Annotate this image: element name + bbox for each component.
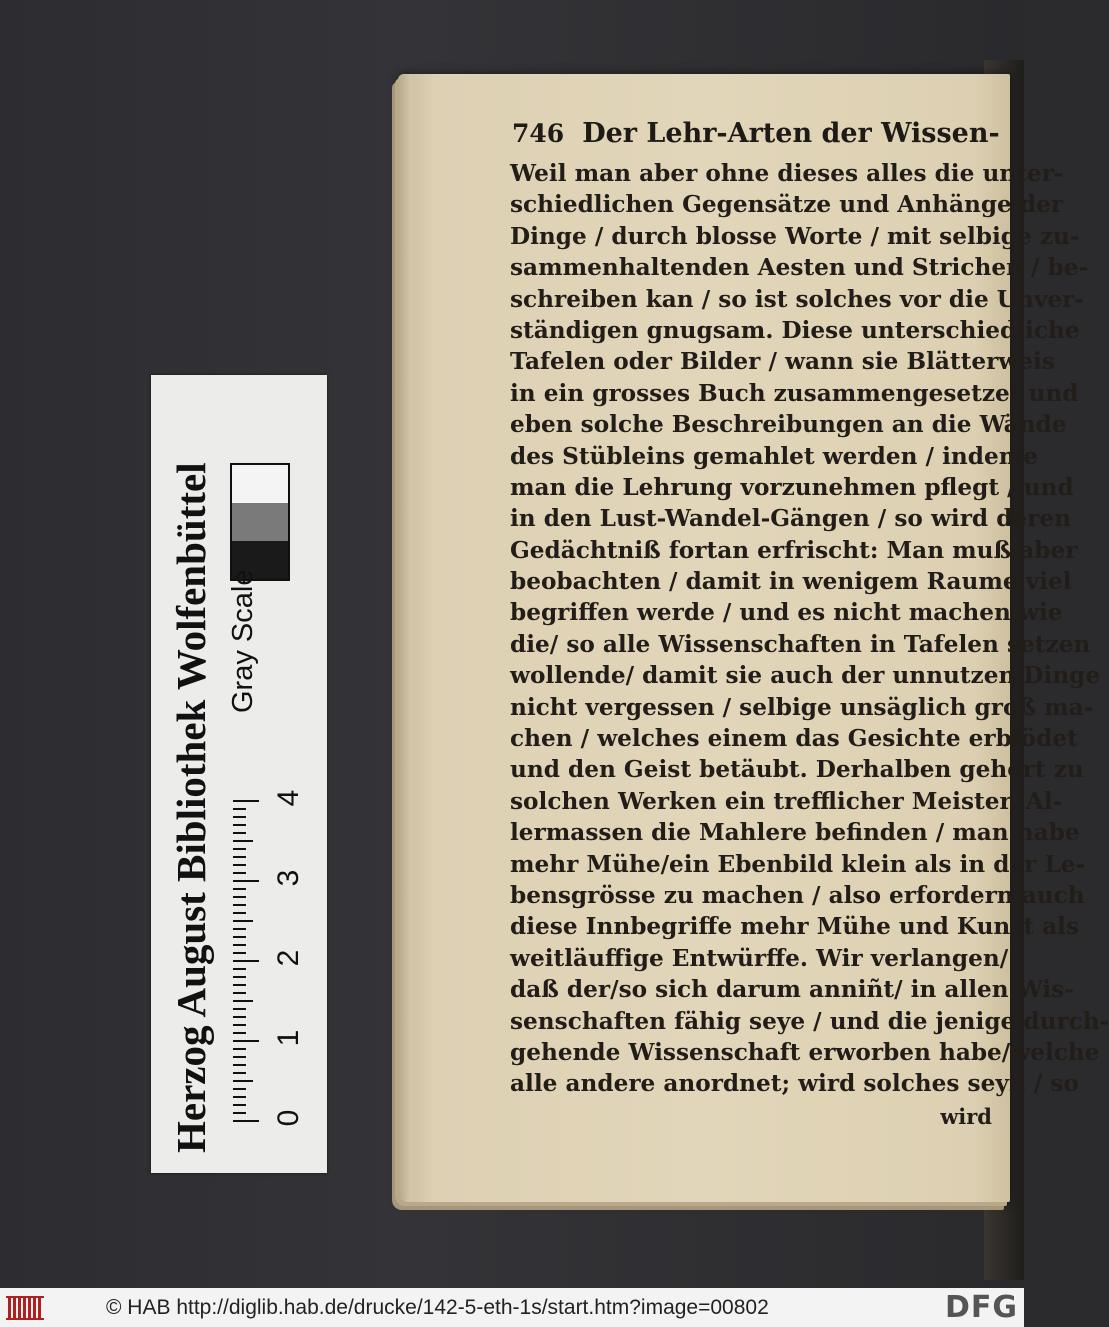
text-line: diese Innbegriffe mehr Mühe und Kunst als <box>510 913 1080 941</box>
text-line: des Stübleins gemahlet werden / indeme <box>510 442 1038 470</box>
text-line: lermassen die Mahlere befinden / man habe <box>510 819 1080 847</box>
ruler-number: 3 <box>272 869 305 887</box>
catchword: wird <box>940 1104 992 1129</box>
scale-bar <box>151 375 327 1173</box>
body-text <box>510 158 1109 1100</box>
text-line: daß der/so sich darum anniñt/ in allen Wis- <box>510 976 1074 1004</box>
text-line: wollende/ damit sie auch der unnutzen Dinge <box>510 662 1101 690</box>
dfg-logo: DFG <box>944 1290 1018 1325</box>
text-line: Weil man aber ohne dieses alles die unter- <box>510 160 1064 187</box>
ruler-number: 4 <box>272 789 305 807</box>
text-line: chen / welches einem das Gesichte erblödet <box>510 725 1078 753</box>
hab-logo-icon <box>6 1294 46 1322</box>
text-line: Gedächtniß fortan erfrischt: Man muß aber <box>510 536 1078 564</box>
page-header <box>512 118 1000 154</box>
book-page <box>398 74 1109 1202</box>
text-line: eben solche Beschreibungen an die Wände <box>510 411 1067 439</box>
text-line: ständigen gnugsam. Diese unterschiedliche <box>510 316 1080 344</box>
institution-label: Herzog August Bibliothek Wolfenbüttel <box>168 462 214 1153</box>
text-line: in den Lust-Wandel-Gängen / so wird deren <box>510 505 1072 533</box>
text-line: alle andere anordnet; wird solches seyn / so <box>510 1070 1079 1098</box>
gray-scale-label: Gray Scale <box>227 569 259 713</box>
text-line: beobachten / damit in wenigem Raume viel <box>510 568 1072 596</box>
text-line: gehende Wissenschaft erworben habe/welche <box>510 1038 1100 1066</box>
text-line: die/ so alle Wissenschaften in Tafelen setzen <box>510 630 1091 658</box>
text-line: sammenhaltenden Aesten und Strichen / be- <box>510 254 1089 282</box>
text-line: schreiben kan / so ist solches vor die Unver- <box>510 285 1084 313</box>
text-line: und den Geist betäubt. Derhalben gehört zu <box>510 756 1084 784</box>
ruler-number: 2 <box>272 949 305 967</box>
running-head: Der Lehr-Arten der Wissen- <box>582 118 1000 149</box>
text-line: nicht vergessen / selbige unsäglich groß ma- <box>510 693 1094 721</box>
page-number: 746 <box>512 119 565 148</box>
ruler <box>231 725 311 1125</box>
text-line: solchen Werken ein trefflicher Meister. Al- <box>510 787 1063 815</box>
text-line: mehr Mühe/ein Ebenbild klein als in der Le- <box>510 850 1086 878</box>
text-line: man die Lehrung vorzunehmen pflegt / und <box>510 473 1074 501</box>
footer <box>0 1288 1024 1327</box>
ruler-number: 0 <box>272 1109 305 1127</box>
text-line: in ein grosses Buch zusammengesetzet und <box>510 379 1079 407</box>
text-line: Dinge / durch blosse Worte / mit selbige zu- <box>510 222 1080 250</box>
text-line: senschaften fähig seye / und die jenige durch- <box>510 1007 1109 1035</box>
text-line: bensgrösse zu machen / also erfordern auch <box>510 881 1085 909</box>
ruler-ticks <box>231 725 261 1125</box>
text-line: begriffen werde / und es nicht machen wie <box>510 599 1063 627</box>
ruler-number: 1 <box>272 1029 305 1047</box>
footer-copyright[interactable]: © HAB http://diglib.hab.de/drucke/142-5-eth-1s/start.htm?image=00802 <box>106 1296 769 1319</box>
text-line: weitläuffige Entwürffe. Wir verlangen/ <box>510 944 1009 972</box>
text-line: schiedlichen Gegensätze und Anhänge der <box>510 191 1064 219</box>
text-line: Tafelen oder Bilder / wann sie Blätterweis <box>510 348 1055 376</box>
